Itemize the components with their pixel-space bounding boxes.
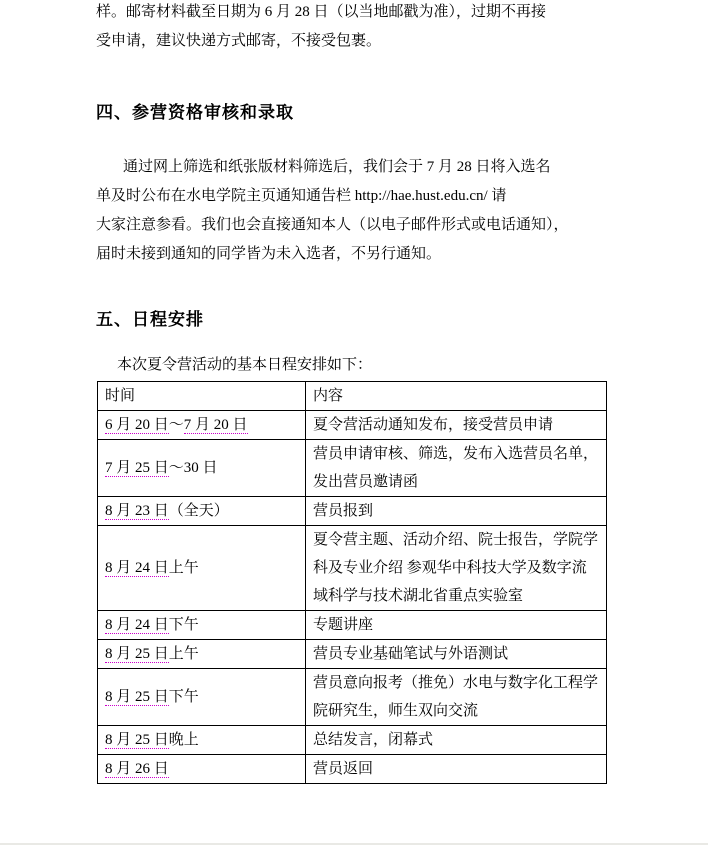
schedule-header-row (98, 382, 607, 411)
text-line: 受申请，建议快递方式邮寄，不接受包裹。 (96, 33, 382, 49)
schedule-time-cell (98, 726, 306, 755)
schedule-row (98, 755, 607, 784)
schedule-header-time: 时间 (98, 382, 306, 411)
date-smart-tag: 8 月 25 日 (105, 646, 169, 662)
text-line: 大家注意参看。我们也会直接通知本人（以电子邮件形式或电话通知）， (96, 217, 569, 233)
schedule-row (98, 611, 607, 640)
schedule-row (98, 526, 607, 611)
schedule-time-cell (98, 440, 306, 497)
schedule-time-cell (98, 411, 306, 440)
section-4-heading: 四、参营资格审核和录取 (96, 103, 294, 122)
text-line: 单及时公布在水电学院主页通知通告栏 http://hae.hust.edu.cn/ 请 (96, 188, 507, 204)
schedule-row (98, 726, 607, 755)
schedule-row (98, 640, 607, 669)
schedule-content-cell: 营员专业基础笔试与外语测试 (306, 640, 607, 669)
schedule-content-cell: 专题讲座 (306, 611, 607, 640)
date-smart-tag: 7 月 20 日 (183, 417, 248, 433)
date-smart-tag: 8 月 26 日 (105, 761, 169, 777)
time-text: （全天） (168, 503, 229, 519)
date-smart-tag: 7 月 25 日 (105, 460, 169, 476)
schedule-content-cell: 营员意向报考（推免）水电与数字化工程学院研究生，师生双向交流 (306, 669, 607, 726)
time-text: 晚上 (168, 732, 199, 748)
schedule-row (98, 440, 607, 497)
schedule-content-cell: 营员返回 (306, 755, 607, 784)
time-text: 上午 (168, 646, 199, 662)
date-smart-tag: 8 月 25 日 (105, 732, 169, 748)
date-smart-tag: 8 月 25 日 (105, 689, 169, 705)
schedule-time-cell (98, 640, 306, 669)
schedule-time-cell (98, 755, 306, 784)
date-smart-tag: 8 月 24 日 (105, 560, 169, 576)
page-bottom-edge (0, 843, 708, 845)
text-line: 通过网上筛选和纸张版材料筛选后，我们会于 7 月 28 日将入选名 (123, 159, 551, 175)
date-smart-tag: 6 月 20 日 (105, 417, 169, 433)
schedule-content-cell: 总结发言，闭幕式 (306, 726, 607, 755)
schedule-content-cell: 夏令营活动通知发布，接受营员申请 (306, 411, 607, 440)
schedule-content-cell: 营员申请审核、筛选，发布入选营员名单，发出营员邀请函 (306, 440, 607, 497)
section-4-paragraph (96, 153, 616, 269)
schedule-time-cell (98, 497, 306, 526)
date-smart-tag: 8 月 24 日 (105, 617, 169, 633)
schedule-content-cell: 夏令营主题、活动介绍、院士报告，学院学科及专业介绍 参观华中科技大学及数字流域科学与技术湖北省重点实验室 (306, 526, 607, 611)
text-line: 届时未接到通知的同学皆为未入选者，不另行通知。 (96, 246, 442, 262)
text-line: 样。邮寄材料截至日期为 6 月 28 日（以当地邮戳为准），过期不再接 (96, 4, 547, 20)
time-text: ～ (168, 417, 184, 433)
time-text: ～30 日 (168, 460, 218, 476)
mailing-deadline-paragraph (96, 0, 616, 56)
schedule-time-cell (98, 611, 306, 640)
schedule-time-cell (98, 526, 306, 611)
schedule-intro: 本次夏令营活动的基本日程安排如下： (117, 357, 373, 373)
schedule-row (98, 497, 607, 526)
schedule-time-cell (98, 669, 306, 726)
time-text: 下午 (168, 689, 199, 705)
schedule-row (98, 411, 607, 440)
date-smart-tag: 8 月 23 日 (105, 503, 169, 519)
time-text: 上午 (168, 560, 199, 576)
time-text: 下午 (168, 617, 199, 633)
section-5-heading: 五、日程安排 (96, 310, 204, 329)
schedule-row (98, 669, 607, 726)
schedule-table (97, 381, 607, 784)
schedule-content-cell: 营员报到 (306, 497, 607, 526)
schedule-header-content: 内容 (306, 382, 607, 411)
